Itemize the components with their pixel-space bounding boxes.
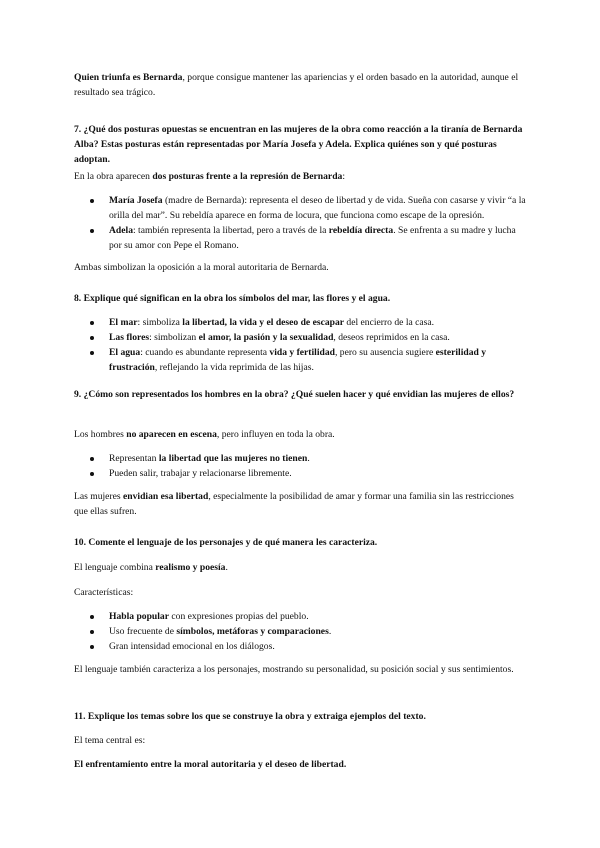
- list-item: Representan la libertad que las mujeres no tienen.: [74, 451, 530, 466]
- list-q7: [74, 193, 530, 253]
- paragraph-q7-close: Ambas simbolizan la oposición a la moral autoritaria de Bernarda.: [74, 262, 329, 273]
- paragraph-q11-theme: El enfrentamiento entre la moral autoritaria y el deseo de libertad.: [74, 759, 347, 770]
- list-item: Habla popular con expresiones propias del pueblo.: [74, 609, 530, 624]
- question-9: 9. ¿Cómo son representados los hombres en la obra? ¿Qué suelen hacer y qué envidian las mujeres de ellos?: [74, 389, 515, 400]
- list-item: Las flores: simbolizan el amor, la pasión y la sexualidad, deseos reprimidos en la casa.: [74, 330, 530, 345]
- list-item: Uso frecuente de símbolos, metáforas y comparaciones.: [74, 624, 530, 639]
- list-item: Gran intensidad emocional en los diálogos.: [74, 639, 530, 654]
- list-item: María Josefa (madre de Bernarda): representa el deseo de libertad y de vida. Sueña con casarse y vivir “a la orilla del mar”. Su rebeldía aparece en forma de locura, que funciona como escape de la opresión.: [74, 193, 530, 223]
- paragraph-q9-intro: Los hombres no aparecen en escena, pero influyen en toda la obra.: [74, 429, 335, 440]
- question-10: 10. Comente el lenguaje de los personajes y de qué manera les caracteriza.: [74, 537, 378, 548]
- paragraph-q11-label: El tema central es:: [74, 735, 146, 746]
- list-q9: [74, 451, 530, 481]
- paragraph-q10-intro: El lenguaje combina realismo y poesía.: [74, 562, 228, 573]
- paragraph-q7-intro: En la obra aparecen dos posturas frente a la represión de Bernarda:: [74, 171, 345, 182]
- list-item: Pueden salir, trabajar y relacionarse libremente.: [74, 466, 530, 481]
- question-11: 11. Explique los temas sobre los que se construye la obra y extraiga ejemplos del texto.: [74, 711, 426, 722]
- list-item: El agua: cuando es abundante representa vida y fertilidad, pero su ausencia sugiere esterilidad y frustración, reflejando la vida reprimida de las hijas.: [74, 345, 530, 375]
- list-q8: [74, 315, 530, 375]
- list-item: El mar: simboliza la libertad, la vida y el deseo de escapar del encierro de la casa.: [74, 315, 530, 330]
- list-item: Adela: también representa la libertad, pero a través de la rebeldía directa. Se enfrenta a su madre y lucha por su amor con Pepe el Romano.: [74, 223, 530, 253]
- paragraph-quien-triunfa: Quien triunfa es Bernarda, porque consigue mantener las apariencias y el orden basado en la autoridad, aunque el resultado sea trágico.: [74, 72, 519, 98]
- question-8: 8. Explique qué significan en la obra los símbolos del mar, las flores y el agua.: [74, 293, 391, 304]
- list-q10: [74, 609, 530, 654]
- paragraph-q10-label: Características:: [74, 587, 134, 598]
- paragraph-q9-close: Las mujeres envidian esa libertad, especialmente la posibilidad de amar y formar una familia sin las restricciones que ellas sufren.: [74, 491, 514, 517]
- question-7: 7. ¿Qué dos posturas opuestas se encuentran en las mujeres de la obra como reacción a la tiranía de Bernarda Alba? Estas posturas están representadas por María Josefa y Adela. Explica quiénes son y qué posturas adoptan.: [74, 124, 523, 165]
- paragraph-q10-close: El lenguaje también caracteriza a los personajes, mostrando su personalidad, su posición social y sus sentimientos.: [74, 664, 514, 675]
